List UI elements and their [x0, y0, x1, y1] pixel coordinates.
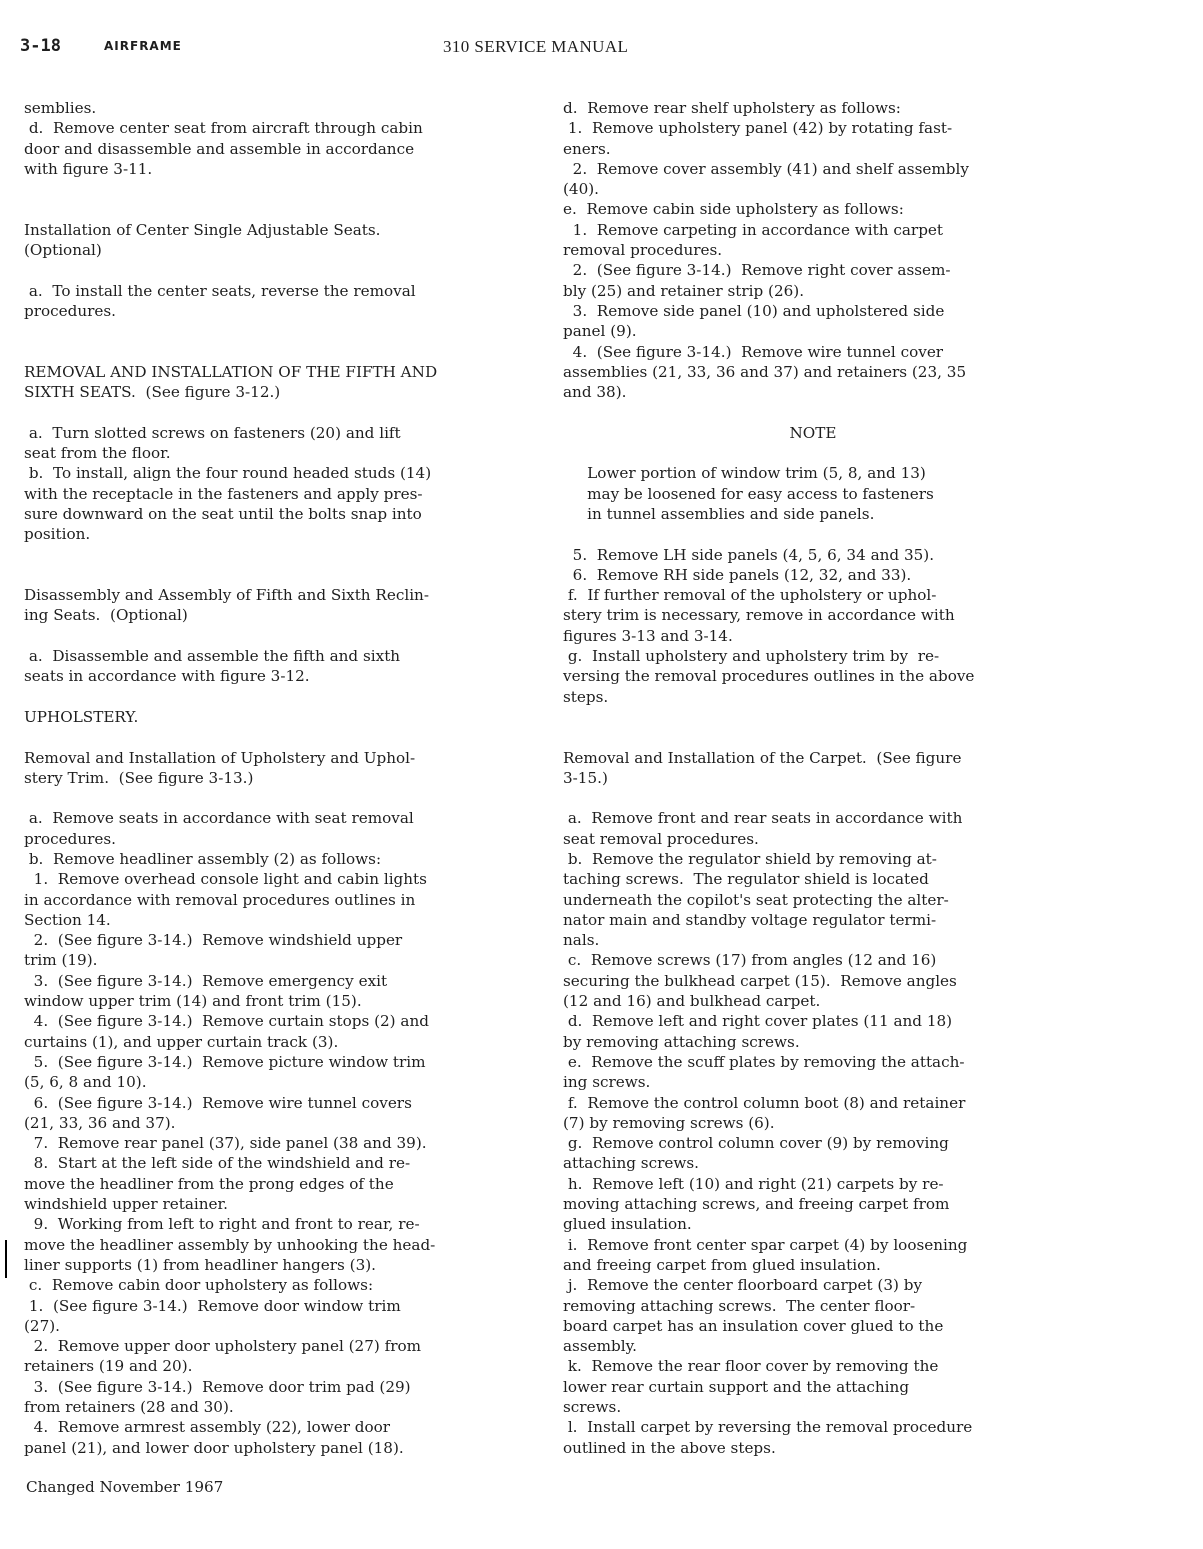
text-line: moving attaching screws, and freeing carpet from	[563, 1195, 950, 1214]
blank-line	[563, 524, 1063, 544]
text-line: move the headliner assembly by unhooking the head-	[24, 1235, 436, 1254]
text-line: UPHOLSTERY.	[24, 707, 139, 726]
text-line: (12 and 16) and bulkhead carpet.	[563, 992, 821, 1011]
text-line: steps.	[563, 687, 609, 706]
text-line: 1. (See figure 3-14.) Remove door window trim	[24, 1296, 401, 1315]
text-line: 9. Working from left to right and front to rear, re-	[24, 1215, 420, 1234]
text-line: NOTE	[789, 423, 837, 442]
text-line: glued insulation.	[563, 1215, 692, 1234]
text-line: door and disassemble and assemble in accordance	[24, 139, 415, 158]
text-line: 1. Remove overhead console light and cabin lights	[24, 870, 427, 889]
text-line: Lower portion of window trim (5, 8, and 13)	[563, 464, 926, 483]
text-line: seat from the floor.	[24, 444, 171, 463]
text-line: seats in accordance with figure 3-12.	[24, 667, 310, 686]
blank-line	[24, 565, 524, 585]
text-line: d. Remove rear shelf upholstery as follows:	[563, 99, 901, 117]
text-line: (7) by removing screws (6).	[563, 1113, 775, 1132]
text-line: SIXTH SEATS. (See figure 3-12.)	[24, 383, 281, 402]
text-line: (40).	[563, 180, 600, 199]
page-header	[18, 36, 1178, 60]
text-line: in tunnel assemblies and side panels.	[563, 504, 875, 523]
blank-line	[563, 788, 1063, 808]
manual-title: 310 SERVICE MANUAL	[443, 37, 629, 56]
text-line: stery trim is necessary, remove in accordance with	[563, 606, 955, 625]
text-line: lower rear curtain support and the attaching	[563, 1377, 910, 1396]
text-line: from retainers (28 and 30).	[24, 1398, 234, 1416]
blank-line	[563, 727, 1063, 747]
text-line: g. Install upholstery and upholstery trim by re-	[563, 647, 940, 666]
text-line: f. Remove the control column boot (8) and retainer	[563, 1093, 966, 1112]
text-line: panel (21), and lower door upholstery panel (18).	[24, 1438, 404, 1457]
text-line: b. To install, align the four round headed studs (14)	[24, 464, 432, 483]
text-line: a. Remove seats in accordance with seat removal	[24, 809, 414, 828]
text-line: 2. (See figure 3-14.) Remove right cover assem-	[563, 261, 951, 280]
text-line: ing Seats. (Optional)	[24, 606, 188, 625]
text-line: 3. (See figure 3-14.) Remove door trim pad (29)	[24, 1377, 411, 1396]
text-line: i. Remove front center spar carpet (4) by loosening	[563, 1235, 968, 1254]
text-line: b. Remove headliner assembly (2) as follows:	[24, 849, 382, 868]
blank-line	[24, 788, 524, 808]
text-line: windshield upper retainer.	[24, 1195, 228, 1214]
text-line: removal procedures.	[563, 241, 723, 260]
footer-change-note: Changed November 1967	[26, 1478, 224, 1496]
text-line: b. Remove the regulator shield by removing at-	[563, 849, 937, 868]
text-line: procedures.	[24, 829, 116, 848]
text-line: securing the bulkhead carpet (15). Remove angles	[563, 971, 957, 990]
text-line: semblies.	[24, 99, 97, 117]
blank-line	[24, 199, 524, 219]
text-line: nator main and standby voltage regulator termi-	[563, 910, 937, 929]
text-line: underneath the copilot's seat protecting the alter-	[563, 890, 949, 909]
text-line: position.	[24, 525, 91, 544]
text-line: board carpet has an insulation cover glued to the	[563, 1316, 944, 1335]
blank-line	[24, 545, 524, 565]
text-line: removing attaching screws. The center floor-	[563, 1296, 916, 1315]
text-line: trim (19).	[24, 951, 98, 970]
text-line: sure downward on the seat until the bolts snap into	[24, 504, 422, 523]
text-line: versing the removal procedures outlines in the above	[563, 667, 975, 686]
text-line: (5, 6, 8 and 10).	[24, 1073, 147, 1092]
text-line: c. Remove cabin door upholstery as follows:	[24, 1276, 374, 1295]
text-line: in accordance with removal procedures outlines in	[24, 890, 416, 909]
text-line: 4. Remove armrest assembly (22), lower door	[24, 1418, 391, 1437]
blank-line	[24, 626, 524, 646]
text-line: a. To install the center seats, reverse the removal	[24, 281, 416, 300]
text-line: d. Remove center seat from aircraft through cabin	[24, 119, 423, 138]
text-line: move the headliner from the prong edges of the	[24, 1174, 394, 1193]
text-line: procedures.	[24, 301, 116, 320]
text-line: figures 3-13 and 3-14.	[563, 626, 733, 645]
text-line: 2. (See figure 3-14.) Remove windshield upper	[24, 931, 403, 950]
text-line: 3-15.)	[563, 768, 608, 787]
text-line: ing screws.	[563, 1073, 651, 1092]
text-line: outlined in the above steps.	[563, 1438, 776, 1457]
text-line: curtains (1), and upper curtain track (3).	[24, 1032, 339, 1051]
text-line: (Optional)	[24, 241, 102, 260]
text-line: retainers (19 and 20).	[24, 1357, 193, 1376]
blank-line	[24, 321, 524, 341]
blank-line	[24, 179, 524, 199]
text-line: Removal and Installation of Upholstery and Uphol-	[24, 748, 416, 767]
text-line: (21, 33, 36 and 37).	[24, 1113, 176, 1132]
text-line: 1. Remove carpeting in accordance with carpet	[563, 220, 944, 239]
text-line: 3. Remove side panel (10) and upholstered side	[563, 301, 945, 320]
text-line: j. Remove the center floorboard carpet (3) by	[563, 1276, 923, 1295]
text-line: a. Turn slotted screws on fasteners (20) and lift	[24, 423, 401, 442]
left-text-column	[24, 98, 524, 1458]
text-line: f. If further removal of the upholstery or uphol-	[563, 586, 937, 605]
blank-line	[563, 707, 1063, 727]
text-line: 1. Remove upholstery panel (42) by rotating fast-	[563, 119, 953, 138]
section-title: AIRFRAME	[104, 39, 182, 53]
text-line: panel (9).	[563, 322, 637, 341]
text-line: a. Remove front and rear seats in accordance with	[563, 809, 963, 828]
text-line: e. Remove cabin side upholstery as follows:	[563, 200, 904, 219]
text-line: bly (25) and retainer strip (26).	[563, 281, 805, 300]
text-line: Disassembly and Assembly of Fifth and Sixth Reclin-	[24, 586, 429, 605]
text-line: (27).	[24, 1316, 61, 1335]
blank-line	[24, 402, 524, 422]
text-line: c. Remove screws (17) from angles (12 and 16)	[563, 951, 937, 970]
text-line: stery Trim. (See figure 3-13.)	[24, 768, 254, 787]
text-line: 2. Remove cover assembly (41) and shelf assembly	[563, 159, 969, 178]
text-line: 6. Remove RH side panels (12, 32, and 33).	[563, 565, 912, 584]
text-line: with figure 3-11.	[24, 159, 153, 178]
text-line: taching screws. The regulator shield is located	[563, 870, 929, 889]
blank-line	[563, 443, 1063, 463]
text-line: e. Remove the scuff plates by removing the attach-	[563, 1052, 965, 1071]
blank-line	[563, 402, 1063, 422]
text-line: 7. Remove rear panel (37), side panel (38 and 39).	[24, 1134, 427, 1153]
text-line: assembly.	[563, 1337, 638, 1356]
text-line: Section 14.	[24, 910, 111, 929]
text-line: k. Remove the rear floor cover by removing the	[563, 1357, 939, 1376]
text-line: may be loosened for easy access to fasteners	[563, 484, 934, 503]
text-line: 5. Remove LH side panels (4, 5, 6, 34 and 35).	[563, 545, 935, 564]
text-line: h. Remove left (10) and right (21) carpets by re-	[563, 1174, 944, 1193]
text-line: eners.	[563, 139, 611, 158]
text-line: a. Disassemble and assemble the fifth and sixth	[24, 647, 401, 666]
text-line: by removing attaching screws.	[563, 1032, 800, 1051]
blank-line	[24, 260, 524, 280]
revision-change-bar	[5, 1240, 7, 1278]
blank-line	[24, 687, 524, 707]
blank-line	[24, 342, 524, 362]
text-line: 4. (See figure 3-14.) Remove wire tunnel cover	[563, 342, 944, 361]
text-line: 2. Remove upper door upholstery panel (27) from	[24, 1337, 422, 1356]
text-line: nals.	[563, 931, 600, 950]
text-line: l. Install carpet by reversing the removal procedure	[563, 1418, 973, 1437]
text-line: REMOVAL AND INSTALLATION OF THE FIFTH AND	[24, 362, 438, 381]
text-line: assemblies (21, 33, 36 and 37) and retainers (23, 35	[563, 362, 967, 381]
text-line: with the receptacle in the fasteners and apply pres-	[24, 484, 423, 503]
text-line: 5. (See figure 3-14.) Remove picture window trim	[24, 1052, 426, 1071]
text-line: 3. (See figure 3-14.) Remove emergency exit	[24, 971, 388, 990]
text-line: Installation of Center Single Adjustable Seats.	[24, 220, 381, 239]
text-line: g. Remove control column cover (9) by removing	[563, 1134, 949, 1153]
text-line: attaching screws.	[563, 1154, 699, 1173]
page-number: 3-18	[20, 36, 61, 56]
text-line: 6. (See figure 3-14.) Remove wire tunnel covers	[24, 1093, 412, 1112]
right-text-column	[563, 98, 1063, 1458]
text-line: d. Remove left and right cover plates (11 and 18)	[563, 1012, 953, 1031]
blank-line	[24, 727, 524, 747]
text-line: and freeing carpet from glued insulation.	[563, 1255, 881, 1274]
text-line: and 38).	[563, 383, 627, 402]
text-line: liner supports (1) from headliner hangers (3).	[24, 1255, 376, 1274]
text-line: 4. (See figure 3-14.) Remove curtain stops (2) and	[24, 1012, 429, 1031]
text-line: 8. Start at the left side of the windshield and re-	[24, 1154, 411, 1173]
text-line: window upper trim (14) and front trim (15).	[24, 992, 362, 1011]
text-line: Removal and Installation of the Carpet. (See figure	[563, 748, 962, 767]
text-line: screws.	[563, 1398, 622, 1416]
text-line: seat removal procedures.	[563, 829, 759, 848]
